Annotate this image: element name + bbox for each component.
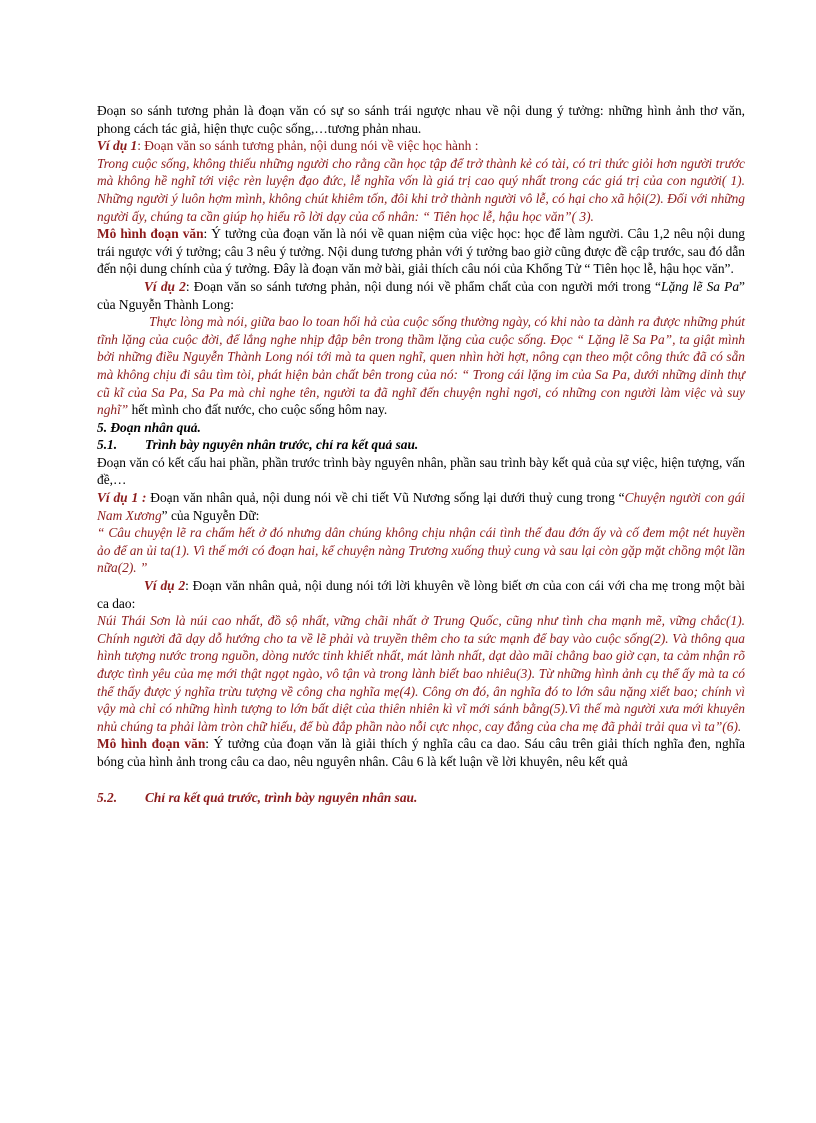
example-4-text: : Đoạn văn nhân quả, nội dung nói tới lời khuyên về lòng biết ơn của con cái với cha mẹ trong một bài ca dao: — [97, 578, 746, 611]
intro-paragraph: Đoạn so sánh tương phản là đoạn văn có sự so sánh trái ngược nhau về nội dung ý tưởng: những hình ảnh thơ văn, phong cách tác giả, hiện thực cuộc sống,…tương phản nhau. — [97, 103, 745, 136]
model-1-paragraph — [97, 225, 745, 278]
example-3-author: ” của Nguyễn Dữ: — [161, 507, 260, 523]
example-2-work: Lặng lẽ Sa Pa — [661, 278, 740, 294]
section-5-2-heading — [97, 789, 745, 807]
example-2-label: Ví dụ 2 — [144, 278, 186, 294]
example-1-label: Ví dụ 1 — [97, 138, 138, 154]
example-2-quote-paragraph — [97, 313, 745, 419]
document-page — [97, 102, 745, 806]
example-4-intro — [97, 577, 745, 612]
example-2-author: ” của Nguyễn Thành Long: — [97, 278, 745, 312]
model-2-text: : Ý tưởng của đoạn văn là giải thích ý nghĩa câu ca dao. Sáu câu trên giải thích nghĩa đen, nghĩa bóng của hình ảnh trong câu ca dao, nêu nguyên nhân. Câu 6 là kết luận về lời khuyên, nêu kết quả — [97, 736, 745, 769]
example-3-quote: “ Câu chuyện lẽ ra chấm hết ở đó nhưng dân chúng không chịu nhận cái tình thế đau đớn ấy và cố đem một nét huyền ảo để an ủi ta(1). Vì thế mới có đoạn hai, kể chuyện nàng Trương xuống thuỷ cung và sau lại còn gặp mặt chồng một lần nữa(2). ” — [97, 525, 745, 576]
example-4-quote: Núi Thái Sơn là núi cao nhất, đồ sộ nhất, vững chãi nhất ở Trung Quốc, cũng như tình cha mạnh mẽ, vững chắc(1). Chính người đã dạy dỗ hướng cho ta về lẽ phải và truyền thêm cho ta sức mạnh để bay vào cuộc sống(2). Và thông qua hình tượng nước trong nguồn, dòng nước tinh khiết nhất, mát lành nhất, dạt dào mãi chẳng bao giờ cạn, ta cảm nhận rõ được tình yêu của mẹ mới thật ngọt ngào, vô tận và trong lành biết bao nhiêu(3). Từ những hình ảnh cụ thể ấy mà ta có thể thấy được ý nghĩa trừu tượng về công cha nghĩa mẹ(4). Công ơn đó, ân nghĩa đó to lớn sâu nặng xiết bao; chính vì vậy mà chỉ có những hình tượng to lớn bất diệt của thiên nhiên kì vĩ mới sánh bằng(5).Vì thế mà người xưa mới khuyên nhủ chúng ta phải làm tròn chữ hiếu, để bù đắp phần nào nỗi cực nhọc, cay đắng của cha mẹ đã phải trải qua vì ta”(6). — [97, 613, 745, 734]
example-1-quote: Trong cuộc sống, không thiếu những người cho rằng cần học tập để trở thành kẻ có tài, có tri thức giỏi hơn người trước mà không hề nghĩ tới việc rèn luyện đạo đức, lễ nghĩa vốn là giá trị cao quý nhất trong các giá trị của con người( 1). Những người ý luôn hợm mình, không chút khiêm tốn, đôi khi trở thành người vô lễ, có hại cho xã hội(2). Đối với những người ấy, chúng ta cần giúp họ hiểu rõ lời dạy của cổ nhân: “ Tiên học lễ, hậu học văn”( 3). — [97, 155, 745, 224]
example-3-work: Chuyện người con gái Nam Xương — [97, 490, 746, 523]
example-2-quote: Thực lòng mà nói, giữa bao lo toan hối hả của cuộc sống thường ngày, có khi nào ta dành ra được những phút tĩnh lặng của cuộc đời, để lắng nghe nhịp đập bên trong thầm lặng của cuộc sống. Đọc “ Lặng lẽ Sa Pa”, ta giật mình bởi những điều Nguyễn Thành Long nói tới mà ta quen nghĩ, quen nhìn hời hợt, nông cạn theo một công thức đã có sẵn mà không chịu đi sâu tìm tòi, phát hiện bản chất bên trong của nó: “ Trong cái lặng im của Sa Pa, dưới những dinh thự cũ kĩ của Sa Pa, Sa Pa mà chỉ nghe tên, người ta đã nghĩ đến chuyện nghỉ ngơi, có những con người làm việc và suy nghĩ” — [97, 314, 745, 418]
example-1-intro — [97, 137, 745, 155]
section-5-heading: 5. Đoạn nhân quả. — [97, 419, 201, 435]
example-2-text: : Đoạn văn so sánh tương phản, nội dung nói về phẩm chất của con người mới trong “ — [185, 278, 662, 294]
example-3-intro — [97, 489, 745, 524]
section-5-1-paragraph: Đoạn văn có kết cấu hai phần, phần trước trình bày nguyên nhân, phần sau trình bày kết quả của sự việc, hiện tượng, vấn đề,… — [97, 454, 745, 488]
section-5-2-number: 5.2. — [97, 789, 118, 805]
spacer — [97, 771, 745, 789]
example-3-label: Ví dụ 1 : — [97, 490, 147, 506]
model-2-paragraph — [97, 735, 745, 770]
example-3-text: Đoạn văn nhân quả, nội dung nói về chi tiết Vũ Nương sống lại dưới thuỷ cung trong “ — [146, 490, 625, 506]
model-1-text: : Ý tưởng của đoạn văn là nói về quan niệm của việc học: học để làm người. Câu 1,2 nêu nội dung trái ngược với ý tưởng; câu 3 nêu ý tưởng. Nội dung tương phản với ý tưởng bao giờ cũng được đề cập trước, sau đó dẫn đến nội dung chính của ý tưởng. Đây là đoạn văn mở bài, giải thích câu nói của Khổng Tử “ Tiên học lễ, hậu học văn”. — [97, 226, 746, 277]
section-5-1-title: Trình bày nguyên nhân trước, chỉ ra kết quả sau. — [145, 437, 419, 453]
section-5-1-heading — [97, 436, 745, 454]
example-4-label: Ví dụ 2 — [144, 578, 186, 594]
model-1-label: Mô hình đoạn văn — [97, 226, 204, 242]
section-5-1-number: 5.1. — [97, 437, 118, 453]
section-5-2-title: Chỉ ra kết quả trước, trình bày nguyên nhân sau. — [145, 789, 418, 805]
example-2-tail: hết mình cho đất nước, cho cuộc sống hôm nay. — [128, 402, 388, 418]
example-1-text: : Đoạn văn so sánh tương phản, nội dung nói về việc học hành : — [137, 138, 479, 154]
example-2-intro — [97, 278, 745, 313]
model-2-label: Mô hình đoạn văn — [97, 736, 206, 752]
